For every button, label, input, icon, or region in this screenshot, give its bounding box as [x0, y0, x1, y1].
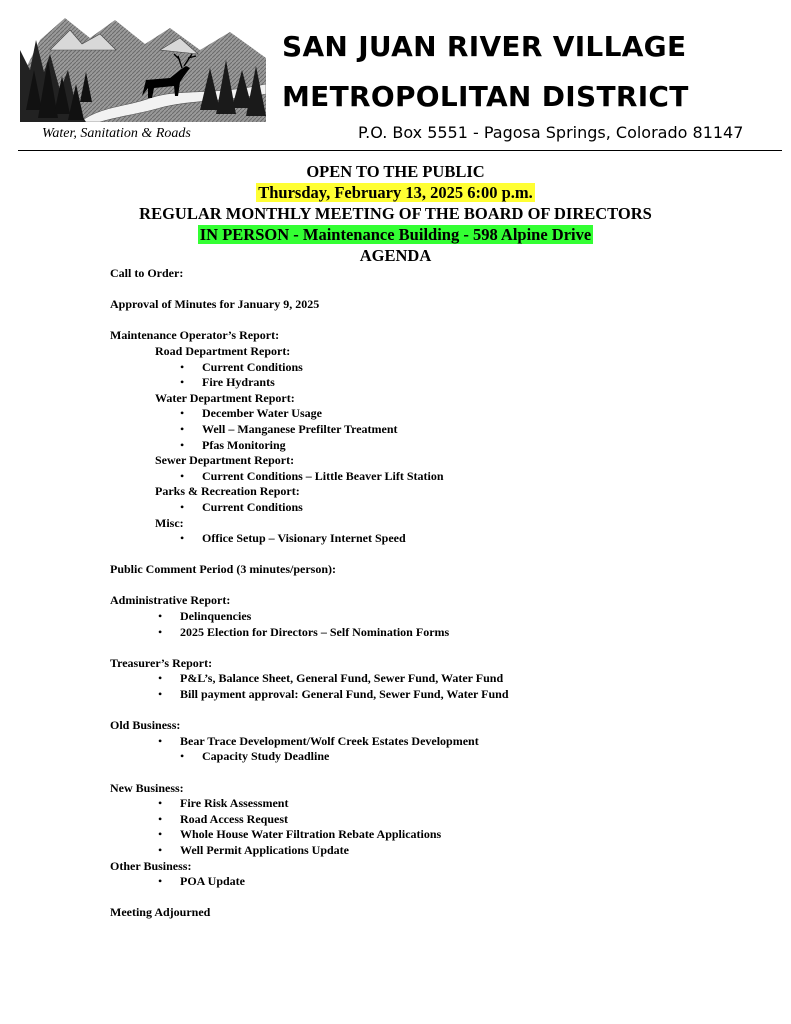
district-logo — [20, 10, 266, 122]
meeting-date-highlight: Thursday, February 13, 2025 6:00 p.m. — [258, 183, 533, 202]
list-item: • Road Access Request — [158, 811, 288, 826]
district-name-line1: SAN JUAN RIVER VILLAGE — [282, 30, 687, 63]
public-comment-period: Public Comment Period (3 minutes/person): — [110, 562, 336, 577]
list-item: • 2025 Election for Directors – Self Nomination Forms — [158, 624, 450, 639]
meeting-location — [0, 227, 791, 244]
call-to-order: Call to Order: — [110, 266, 184, 280]
parks-recreation-heading: Parks & Recreation Report: — [155, 484, 300, 499]
list-item: • Well – Manganese Prefilter Treatment — [180, 421, 398, 436]
other-business-heading: Other Business: — [110, 858, 192, 873]
sewer-department-heading: Sewer Department Report: — [155, 453, 295, 468]
list-item: • Current Conditions — [180, 499, 303, 514]
list-item: • Bill payment approval: General Fund, Sewer Fund, Water Fund — [158, 687, 509, 702]
water-department-heading: Water Department Report: — [155, 390, 295, 405]
agenda-list — [110, 266, 770, 921]
list-item: • Whole House Water Filtration Rebate Applications — [158, 827, 442, 842]
misc-heading: Misc: — [155, 515, 184, 530]
list-item: • Fire Hydrants — [180, 375, 275, 390]
list-item: • Bear Trace Development/Wolf Creek Estates Development — [158, 733, 479, 748]
agenda-title: AGENDA — [359, 246, 432, 265]
district-address: P.O. Box 5551 - Pagosa Springs, Colorado 81147 — [358, 123, 744, 142]
old-business-heading: Old Business: — [110, 718, 181, 733]
meeting-date — [0, 185, 791, 202]
list-item: • Current Conditions — [180, 359, 303, 374]
list-item: • POA Update — [158, 874, 246, 889]
new-business-heading: New Business: — [110, 780, 184, 795]
administrative-report-heading: Administrative Report: — [110, 593, 231, 608]
list-item: • Current Conditions – Little Beaver Lift Station — [180, 468, 444, 483]
district-name-line2: METROPOLITAN DISTRICT — [282, 80, 689, 113]
meeting-location-highlight: IN PERSON - Maintenance Building - 598 Alpine Drive — [199, 225, 592, 244]
list-item: • Pfas Monitoring — [180, 437, 286, 452]
open-to-public: OPEN TO THE PUBLIC — [306, 162, 485, 181]
meeting-title: REGULAR MONTHLY MEETING OF THE BOARD OF DIRECTORS — [139, 204, 652, 223]
list-item: • Office Setup – Visionary Internet Speed — [180, 531, 406, 546]
treasurer-report-heading: Treasurer’s Report: — [110, 655, 213, 670]
district-tagline: Water, Sanitation & Roads — [42, 126, 191, 141]
meeting-adjourned: Meeting Adjourned — [110, 905, 211, 920]
road-department-heading: Road Department Report: — [155, 343, 291, 358]
list-item: • P&L’s, Balance Sheet, General Fund, Sewer Fund, Water Fund — [158, 671, 504, 686]
list-item: • Fire Risk Assessment — [158, 796, 289, 811]
approval-of-minutes: Approval of Minutes for January 9, 2025 — [110, 297, 320, 312]
list-item: • Delinquencies — [158, 609, 252, 624]
list-item: • Capacity Study Deadline — [180, 749, 330, 764]
list-item: • Well Permit Applications Update — [158, 842, 349, 857]
header-divider — [18, 150, 782, 151]
list-item: • December Water Usage — [180, 406, 322, 421]
maintenance-report-heading: Maintenance Operator’s Report: — [110, 328, 280, 343]
